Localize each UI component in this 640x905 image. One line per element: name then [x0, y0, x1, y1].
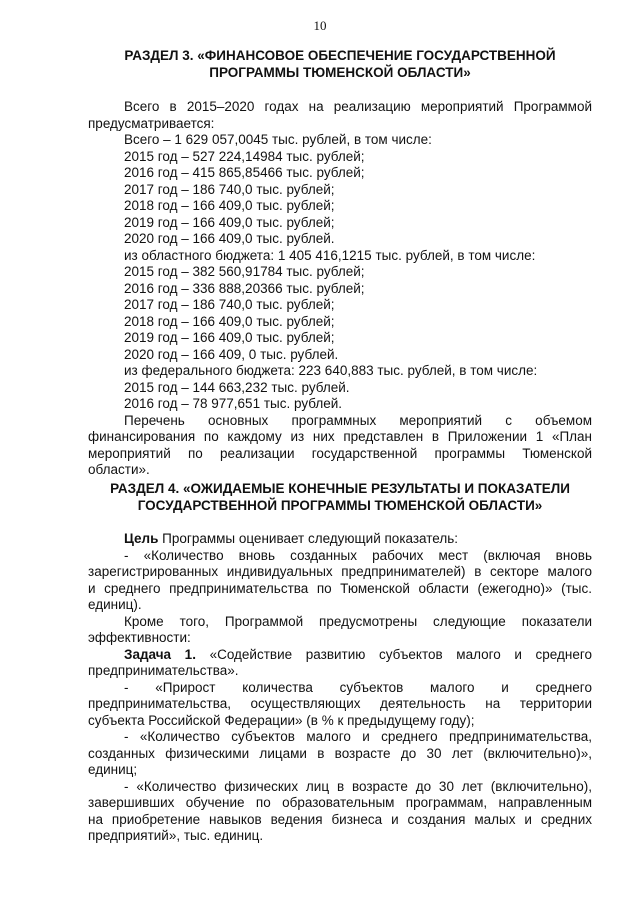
paragraph-line: Кроме того, Программой предусмотрены следующие показатели [124, 613, 592, 629]
section-3-body [88, 99, 592, 479]
funding-line: 2015 год – 382 560,91784 тыс. рублей; [124, 264, 365, 279]
funding-line: 2015 год – 144 663,232 тыс. рублей. [124, 379, 350, 395]
word: малого [430, 679, 475, 695]
section-3-title [88, 47, 592, 81]
indicator-line: завершивших обучение по образовательным программам, направленным [88, 795, 592, 810]
paragraph-line: мероприятий по реализации государственной программы Тюменской [88, 445, 592, 461]
word: количества [242, 679, 313, 695]
funding-line: 2018 год – 166 409,0 тыс. рублей; [124, 198, 335, 213]
funding-line: 2020 год – 166 409, 0 тыс. рублей. [124, 346, 339, 362]
word: субъектов [339, 679, 404, 695]
funding-line: из областного бюджета: 1 405 416,1215 тыс. рублей, в том числе: [124, 247, 536, 263]
funding-line: 2017 год – 186 740,0 тыс. рублей; [124, 297, 335, 312]
task-indicator-3 [88, 779, 592, 845]
section-4-title-line-2: ГОСУДАРСТВЕННОЙ ПРОГРАММЫ ТЮМЕНСКОЙ ОБЛАСТИ» [137, 498, 543, 513]
paragraph-line: финансирования по каждому из них представлен в Приложении 1 «План [88, 429, 592, 444]
goal-text: Программы оценивает следующий показатель: [158, 531, 459, 546]
indicator-line: зарегистрированных индивидуальных предпринимателей) в секторе малого [88, 564, 592, 579]
indicator-line: единиц; [88, 762, 138, 777]
indicator-line: субъекта Российской Федерации» (в % к предыдущему году); [88, 712, 475, 728]
task-line [88, 647, 592, 664]
intro-line: предусматривается: [88, 115, 215, 131]
funding-line: 2015 год – 527 224,14984 тыс. рублей; [124, 148, 365, 164]
section-4-title [88, 480, 592, 514]
paragraph-line: Перечень основных программных мероприятий с объемом [124, 412, 592, 428]
funding-line: 2016 год – 336 888,20366 тыс. рублей; [124, 280, 365, 296]
indicator-line: на приобретение навыков ведения бизнеса и создания малых и средних [88, 811, 592, 827]
funding-line: 2016 год – 415 865,85466 тыс. рублей; [124, 165, 365, 180]
indicator-line: созданных физическими лицами в возрасте до 30 лет (включительно)», [88, 745, 592, 761]
section-4-title-line-1: РАЗДЕЛ 4. «ОЖИДАЕМЫЕ КОНЕЧНЫЕ РЕЗУЛЬТАТЫ И ПОКАЗАТЕЛИ [110, 481, 570, 496]
word: и [501, 679, 509, 695]
indicator-line [88, 680, 592, 697]
task-text: «Содействие развитию субъектов малого и среднего [195, 646, 592, 662]
indicator-line: и среднего предпринимательства по Тюменской области (ежегодно)» (тыс. [88, 580, 592, 596]
bullet-dash: - [124, 679, 129, 695]
indicator-line: предпринимательства, осуществляющих деятельность на территории [88, 696, 592, 711]
funding-line: 2019 год – 166 409,0 тыс. рублей; [124, 330, 335, 345]
task-indicator-1 [88, 680, 592, 730]
task-line: предпринимательства». [88, 663, 239, 678]
section-3-title-line-1: РАЗДЕЛ 3. «ФИНАНСОВОЕ ОБЕСПЕЧЕНИЕ ГОСУДАРСТВЕННОЙ [124, 48, 556, 63]
funding-list [88, 132, 592, 413]
word: среднего [535, 679, 592, 695]
word: «Прирост [155, 679, 216, 695]
task-indicator-2 [88, 729, 592, 779]
goal-indicator [88, 548, 592, 614]
indicator-line: - «Количество физических лиц в возрасте до 30 лет (включительно), [124, 778, 592, 794]
page-number: 10 [313, 18, 327, 33]
funding-line: 2017 год – 186 740,0 тыс. рублей; [124, 181, 335, 197]
goal-label: Цель [124, 531, 159, 546]
funding-line: Всего – 1 629 057,0045 тыс. рублей, в том числе: [124, 132, 432, 147]
indicator-line: единиц). [88, 597, 142, 612]
indicator-line: - «Количество субъектов малого и среднего предпринимательства, [124, 729, 592, 744]
paragraph-line: эффективности: [88, 630, 191, 645]
indicator-line: - «Количество вновь созданных рабочих мест (включая вновь [124, 547, 592, 563]
appendix-reference-paragraph [88, 413, 592, 479]
task-label: Задача 1. [124, 646, 196, 662]
section-3-title-line-2: ПРОГРАММЫ ТЮМЕНСКОЙ ОБЛАСТИ» [209, 65, 471, 80]
funding-line: 2020 год – 166 409,0 тыс. рублей. [124, 231, 335, 246]
funding-line: из федерального бюджета: 223 640,883 тыс. рублей, в том числе: [124, 363, 538, 378]
section-4-body [88, 531, 592, 845]
goal-line [88, 531, 592, 548]
funding-line: 2018 год – 166 409,0 тыс. рублей; [124, 313, 335, 329]
efficiency-paragraph [88, 614, 592, 647]
task-1 [88, 647, 592, 680]
indicator-line: предприятий», тыс. единиц. [88, 828, 264, 843]
funding-line: 2019 год – 166 409,0 тыс. рублей; [124, 214, 335, 230]
intro-line: Всего в 2015–2020 годах на реализацию мероприятий Программой [124, 99, 592, 114]
paragraph-line: области». [88, 462, 150, 477]
funding-line: 2016 год – 78 977,651 тыс. рублей. [124, 396, 343, 411]
